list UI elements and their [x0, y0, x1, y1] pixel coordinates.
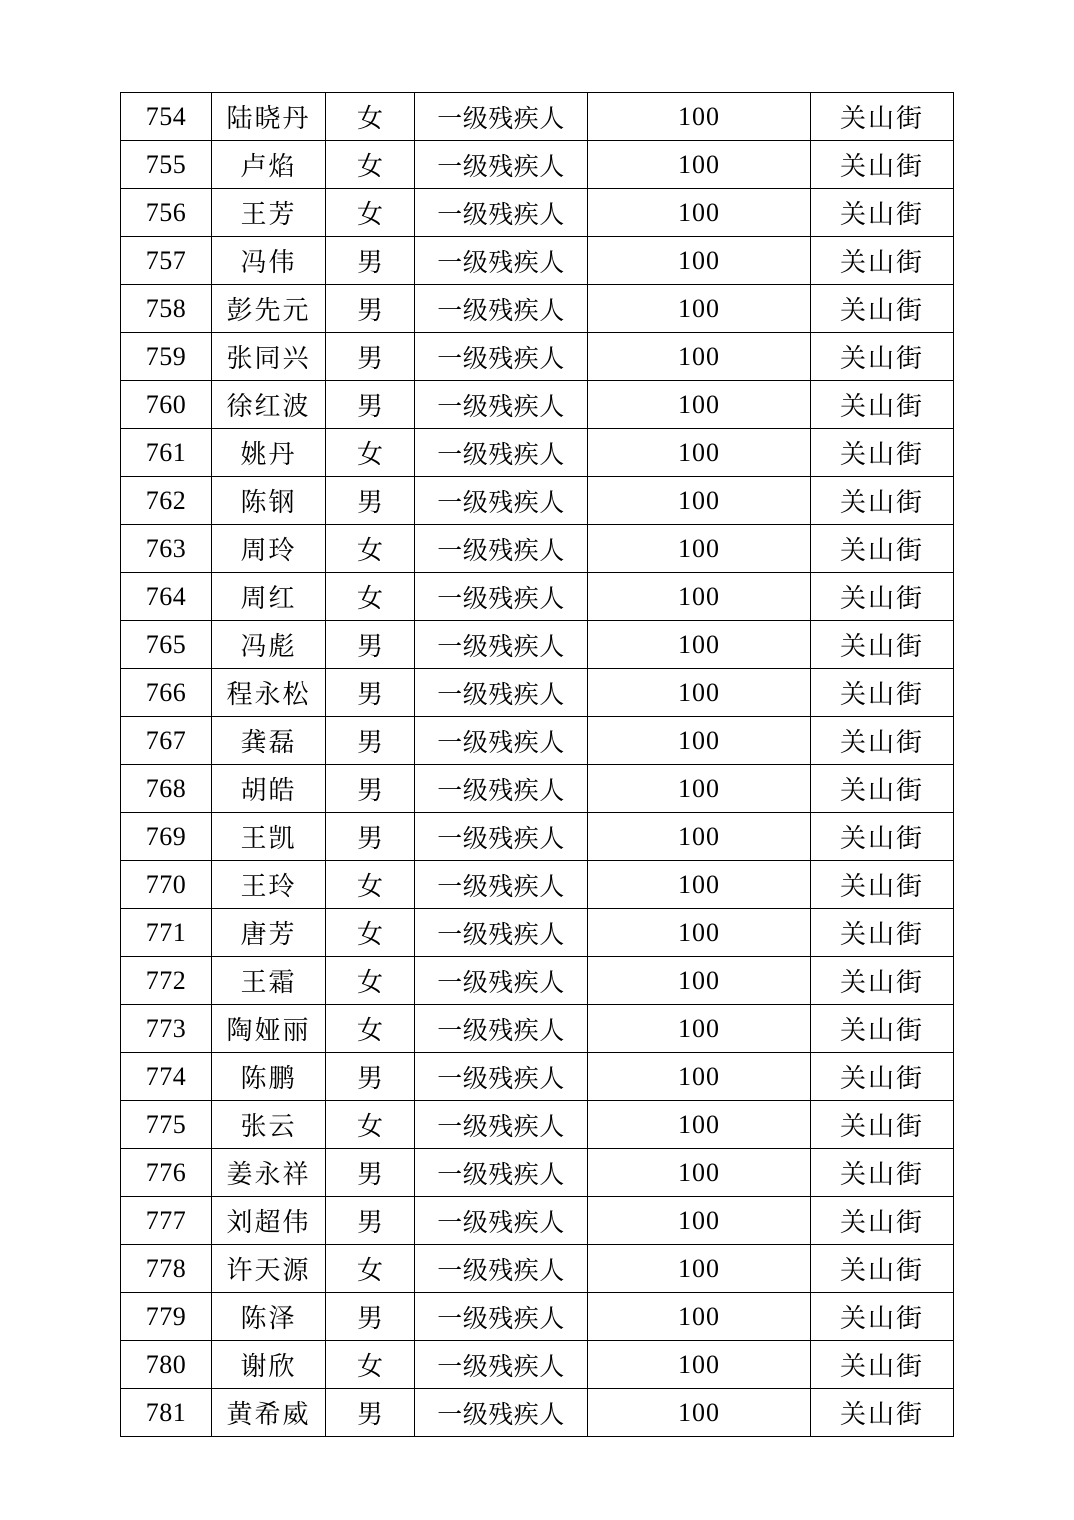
- row-type: 一级残疾人: [415, 237, 588, 285]
- row-type: 一级残疾人: [415, 429, 588, 477]
- row-gender: 女: [326, 573, 415, 621]
- row-amount: 100: [588, 429, 811, 477]
- table-row: [121, 861, 954, 909]
- table-row: [121, 1197, 954, 1245]
- row-type: 一级残疾人: [415, 1005, 588, 1053]
- row-street: 关山街: [811, 477, 954, 525]
- row-amount: 100: [588, 717, 811, 765]
- row-amount: 100: [588, 141, 811, 189]
- row-street: 关山街: [811, 669, 954, 717]
- row-name: 陈钢: [212, 477, 326, 525]
- row-street: 关山街: [811, 333, 954, 381]
- row-type: 一级残疾人: [415, 1341, 588, 1389]
- row-gender: 男: [326, 1197, 415, 1245]
- row-name: 周玲: [212, 525, 326, 573]
- row-name: 王芳: [212, 189, 326, 237]
- row-type: 一级残疾人: [415, 333, 588, 381]
- row-index: 776: [121, 1149, 212, 1197]
- row-street: 关山街: [811, 1101, 954, 1149]
- table-row: [121, 1293, 954, 1341]
- row-street: 关山街: [811, 525, 954, 573]
- row-name: 王玲: [212, 861, 326, 909]
- table-row: [121, 1389, 954, 1437]
- row-amount: 100: [588, 285, 811, 333]
- row-amount: 100: [588, 861, 811, 909]
- row-name: 刘超伟: [212, 1197, 326, 1245]
- row-index: 766: [121, 669, 212, 717]
- row-street: 关山街: [811, 93, 954, 141]
- row-name: 陈鹏: [212, 1053, 326, 1101]
- row-street: 关山街: [811, 1341, 954, 1389]
- row-type: 一级残疾人: [415, 909, 588, 957]
- row-gender: 女: [326, 93, 415, 141]
- row-name: 姚丹: [212, 429, 326, 477]
- row-index: 781: [121, 1389, 212, 1437]
- row-amount: 100: [588, 381, 811, 429]
- row-amount: 100: [588, 1053, 811, 1101]
- row-amount: 100: [588, 1245, 811, 1293]
- row-name: 许天源: [212, 1245, 326, 1293]
- table-row: [121, 189, 954, 237]
- table-row: [121, 1149, 954, 1197]
- row-name: 张云: [212, 1101, 326, 1149]
- row-street: 关山街: [811, 1053, 954, 1101]
- row-gender: 女: [326, 1341, 415, 1389]
- table-row: [121, 333, 954, 381]
- row-street: 关山街: [811, 813, 954, 861]
- row-street: 关山街: [811, 1389, 954, 1437]
- table-row: [121, 285, 954, 333]
- row-index: 769: [121, 813, 212, 861]
- row-index: 761: [121, 429, 212, 477]
- row-type: 一级残疾人: [415, 621, 588, 669]
- row-type: 一级残疾人: [415, 669, 588, 717]
- table-row: [121, 141, 954, 189]
- row-index: 773: [121, 1005, 212, 1053]
- table-row: [121, 957, 954, 1005]
- row-index: 754: [121, 93, 212, 141]
- row-index: 778: [121, 1245, 212, 1293]
- row-type: 一级残疾人: [415, 1389, 588, 1437]
- row-amount: 100: [588, 813, 811, 861]
- row-index: 756: [121, 189, 212, 237]
- row-type: 一级残疾人: [415, 765, 588, 813]
- row-amount: 100: [588, 1197, 811, 1245]
- row-type: 一级残疾人: [415, 1293, 588, 1341]
- row-amount: 100: [588, 621, 811, 669]
- row-gender: 男: [326, 717, 415, 765]
- table-row: [121, 1053, 954, 1101]
- row-amount: 100: [588, 477, 811, 525]
- row-type: 一级残疾人: [415, 1053, 588, 1101]
- row-gender: 女: [326, 909, 415, 957]
- row-type: 一级残疾人: [415, 1149, 588, 1197]
- table-row: [121, 1341, 954, 1389]
- row-index: 759: [121, 333, 212, 381]
- table-row: [121, 813, 954, 861]
- row-gender: 男: [326, 813, 415, 861]
- table-row: [121, 237, 954, 285]
- row-name: 卢焰: [212, 141, 326, 189]
- row-street: 关山街: [811, 957, 954, 1005]
- row-name: 程永松: [212, 669, 326, 717]
- row-index: 765: [121, 621, 212, 669]
- row-type: 一级残疾人: [415, 93, 588, 141]
- row-amount: 100: [588, 93, 811, 141]
- table-row: [121, 381, 954, 429]
- row-name: 王霜: [212, 957, 326, 1005]
- row-index: 763: [121, 525, 212, 573]
- row-gender: 女: [326, 861, 415, 909]
- row-index: 755: [121, 141, 212, 189]
- table-row: [121, 429, 954, 477]
- row-type: 一级残疾人: [415, 477, 588, 525]
- row-street: 关山街: [811, 1005, 954, 1053]
- row-gender: 女: [326, 1245, 415, 1293]
- row-street: 关山街: [811, 141, 954, 189]
- row-street: 关山街: [811, 621, 954, 669]
- row-gender: 女: [326, 189, 415, 237]
- row-type: 一级残疾人: [415, 141, 588, 189]
- row-gender: 男: [326, 1149, 415, 1197]
- row-street: 关山街: [811, 285, 954, 333]
- table-row: [121, 93, 954, 141]
- row-index: 770: [121, 861, 212, 909]
- row-street: 关山街: [811, 1197, 954, 1245]
- row-gender: 男: [326, 1293, 415, 1341]
- row-gender: 男: [326, 333, 415, 381]
- row-index: 780: [121, 1341, 212, 1389]
- row-name: 谢欣: [212, 1341, 326, 1389]
- row-index: 757: [121, 237, 212, 285]
- row-name: 张同兴: [212, 333, 326, 381]
- row-index: 762: [121, 477, 212, 525]
- row-gender: 女: [326, 525, 415, 573]
- row-index: 774: [121, 1053, 212, 1101]
- row-name: 冯伟: [212, 237, 326, 285]
- row-gender: 男: [326, 285, 415, 333]
- row-index: 764: [121, 573, 212, 621]
- row-type: 一级残疾人: [415, 285, 588, 333]
- row-type: 一级残疾人: [415, 525, 588, 573]
- row-index: 771: [121, 909, 212, 957]
- row-amount: 100: [588, 1101, 811, 1149]
- roster-table-body: [121, 93, 954, 1437]
- row-type: 一级残疾人: [415, 957, 588, 1005]
- row-name: 龚磊: [212, 717, 326, 765]
- row-type: 一级残疾人: [415, 813, 588, 861]
- row-street: 关山街: [811, 381, 954, 429]
- row-amount: 100: [588, 237, 811, 285]
- table-row: [121, 621, 954, 669]
- row-street: 关山街: [811, 1293, 954, 1341]
- row-street: 关山街: [811, 765, 954, 813]
- row-street: 关山街: [811, 237, 954, 285]
- row-amount: 100: [588, 1149, 811, 1197]
- row-street: 关山街: [811, 573, 954, 621]
- row-amount: 100: [588, 525, 811, 573]
- row-name: 王凯: [212, 813, 326, 861]
- row-gender: 女: [326, 1101, 415, 1149]
- row-gender: 男: [326, 237, 415, 285]
- row-name: 陶娅丽: [212, 1005, 326, 1053]
- row-name: 冯彪: [212, 621, 326, 669]
- table-row: [121, 477, 954, 525]
- row-amount: 100: [588, 333, 811, 381]
- row-gender: 女: [326, 429, 415, 477]
- row-gender: 男: [326, 1053, 415, 1101]
- row-gender: 男: [326, 1389, 415, 1437]
- table-row: [121, 573, 954, 621]
- row-name: 唐芳: [212, 909, 326, 957]
- row-amount: 100: [588, 669, 811, 717]
- row-amount: 100: [588, 573, 811, 621]
- row-gender: 男: [326, 381, 415, 429]
- row-gender: 女: [326, 957, 415, 1005]
- row-type: 一级残疾人: [415, 861, 588, 909]
- row-amount: 100: [588, 1293, 811, 1341]
- row-gender: 男: [326, 477, 415, 525]
- row-name: 黄希威: [212, 1389, 326, 1437]
- table-row: [121, 669, 954, 717]
- row-type: 一级残疾人: [415, 1245, 588, 1293]
- row-street: 关山街: [811, 1245, 954, 1293]
- row-index: 768: [121, 765, 212, 813]
- row-index: 772: [121, 957, 212, 1005]
- row-gender: 男: [326, 621, 415, 669]
- row-index: 767: [121, 717, 212, 765]
- row-street: 关山街: [811, 189, 954, 237]
- table-row: [121, 1101, 954, 1149]
- row-amount: 100: [588, 189, 811, 237]
- row-street: 关山街: [811, 1149, 954, 1197]
- row-index: 777: [121, 1197, 212, 1245]
- row-type: 一级残疾人: [415, 1197, 588, 1245]
- row-name: 陈泽: [212, 1293, 326, 1341]
- row-name: 陆晓丹: [212, 93, 326, 141]
- table-row: [121, 1245, 954, 1293]
- row-amount: 100: [588, 909, 811, 957]
- row-street: 关山街: [811, 429, 954, 477]
- row-index: 779: [121, 1293, 212, 1341]
- row-amount: 100: [588, 1389, 811, 1437]
- row-type: 一级残疾人: [415, 1101, 588, 1149]
- row-index: 758: [121, 285, 212, 333]
- row-name: 徐红波: [212, 381, 326, 429]
- row-name: 周红: [212, 573, 326, 621]
- row-amount: 100: [588, 1341, 811, 1389]
- roster-table: [120, 92, 954, 1437]
- row-amount: 100: [588, 1005, 811, 1053]
- row-gender: 女: [326, 141, 415, 189]
- row-name: 胡皓: [212, 765, 326, 813]
- table-row: [121, 525, 954, 573]
- row-amount: 100: [588, 765, 811, 813]
- row-street: 关山街: [811, 861, 954, 909]
- row-type: 一级残疾人: [415, 717, 588, 765]
- row-gender: 男: [326, 765, 415, 813]
- row-name: 彭先元: [212, 285, 326, 333]
- row-name: 姜永祥: [212, 1149, 326, 1197]
- table-row: [121, 909, 954, 957]
- row-street: 关山街: [811, 717, 954, 765]
- row-gender: 女: [326, 1005, 415, 1053]
- table-row: [121, 1005, 954, 1053]
- table-row: [121, 717, 954, 765]
- row-index: 775: [121, 1101, 212, 1149]
- row-type: 一级残疾人: [415, 573, 588, 621]
- row-type: 一级残疾人: [415, 189, 588, 237]
- row-index: 760: [121, 381, 212, 429]
- row-type: 一级残疾人: [415, 381, 588, 429]
- row-amount: 100: [588, 957, 811, 1005]
- table-row: [121, 765, 954, 813]
- row-street: 关山街: [811, 909, 954, 957]
- row-gender: 男: [326, 669, 415, 717]
